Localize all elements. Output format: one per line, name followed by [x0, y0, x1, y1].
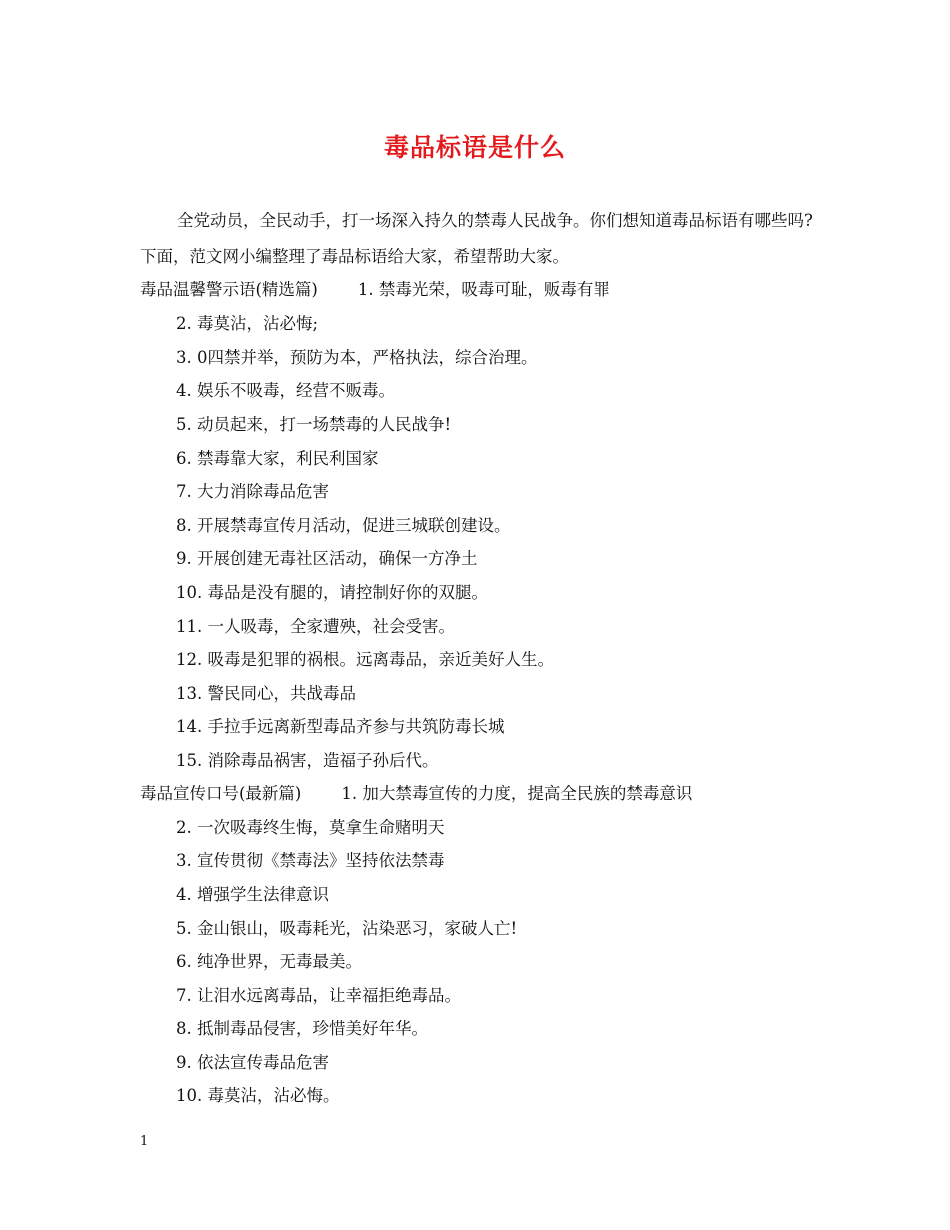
- section-title: 毒品宣传口号(最新篇): [140, 784, 302, 803]
- list-item: 1. 加大禁毒宣传的力度，提高全民族的禁毒意识: [341, 784, 693, 803]
- section-heading-slogans: [140, 782, 692, 806]
- list-item: 15. 消除毒品祸害，造福子孙后代。: [176, 751, 439, 770]
- list-item: 8. 开展禁毒宣传月活动，促进三城联创建设。: [176, 516, 511, 535]
- list-item: 4. 增强学生法律意识: [176, 885, 329, 904]
- page-title: 毒品标语是什么: [383, 133, 566, 162]
- list-item: 5. 金山银山，吸毒耗光，沾染恶习，家破人亡!: [176, 919, 518, 938]
- list-item: 6. 纯净世界，无毒最美。: [176, 952, 362, 971]
- list-item: 6. 禁毒靠大家，利民利国家: [176, 449, 379, 468]
- list-item: 3. 0四禁并举，预防为本，严格执法，综合治理。: [176, 348, 538, 367]
- list-item: 10. 毒品是没有腿的，请控制好你的双腿。: [176, 583, 488, 602]
- section-title: 毒品温馨警示语(精选篇): [140, 280, 318, 299]
- page-number: 1: [140, 1134, 149, 1149]
- list-item: 9. 开展创建无毒社区活动，确保一方净土: [176, 549, 478, 568]
- list-item: 2. 毒莫沾，沾必悔;: [176, 314, 319, 333]
- list-item: 1. 禁毒光荣，吸毒可耻，贩毒有罪: [357, 280, 610, 299]
- list-item: 5. 动员起来，打一场禁毒的人民战争!: [176, 415, 452, 434]
- list-item: 4. 娱乐不吸毒，经营不贩毒。: [176, 381, 395, 400]
- list-item: 7. 让泪水远离毒品，让幸福拒绝毒品。: [176, 986, 461, 1005]
- list-item: 14. 手拉手远离新型毒品齐参与共筑防毒长城: [176, 717, 505, 736]
- list-item: 12. 吸毒是犯罪的祸根。远离毒品，亲近美好人生。: [176, 650, 554, 669]
- section-heading-warning: [140, 278, 610, 302]
- list-item: 11. 一人吸毒，全家遭殃，社会受害。: [176, 617, 455, 636]
- list-item: 2. 一次吸毒终生悔，莫拿生命赌明天: [176, 818, 445, 837]
- list-item: 9. 依法宣传毒品危害: [176, 1053, 329, 1072]
- list-item: 8. 抵制毒品侵害，珍惜美好年华。: [176, 1019, 428, 1038]
- list-item: 3. 宣传贯彻《禁毒法》坚持依法禁毒: [176, 851, 445, 870]
- list-item: 13. 警民同心，共战毒品: [176, 684, 356, 703]
- intro-paragraph: 全党动员，全民动手，打一场深入持久的禁毒人民战争。你们想知道毒品标语有哪些吗?下面，范文网小编整理了毒品标语给大家，希望帮助大家。: [140, 211, 813, 266]
- list-item: 7. 大力消除毒品危害: [176, 482, 329, 501]
- list-item: 10. 毒莫沾，沾必悔。: [176, 1086, 340, 1105]
